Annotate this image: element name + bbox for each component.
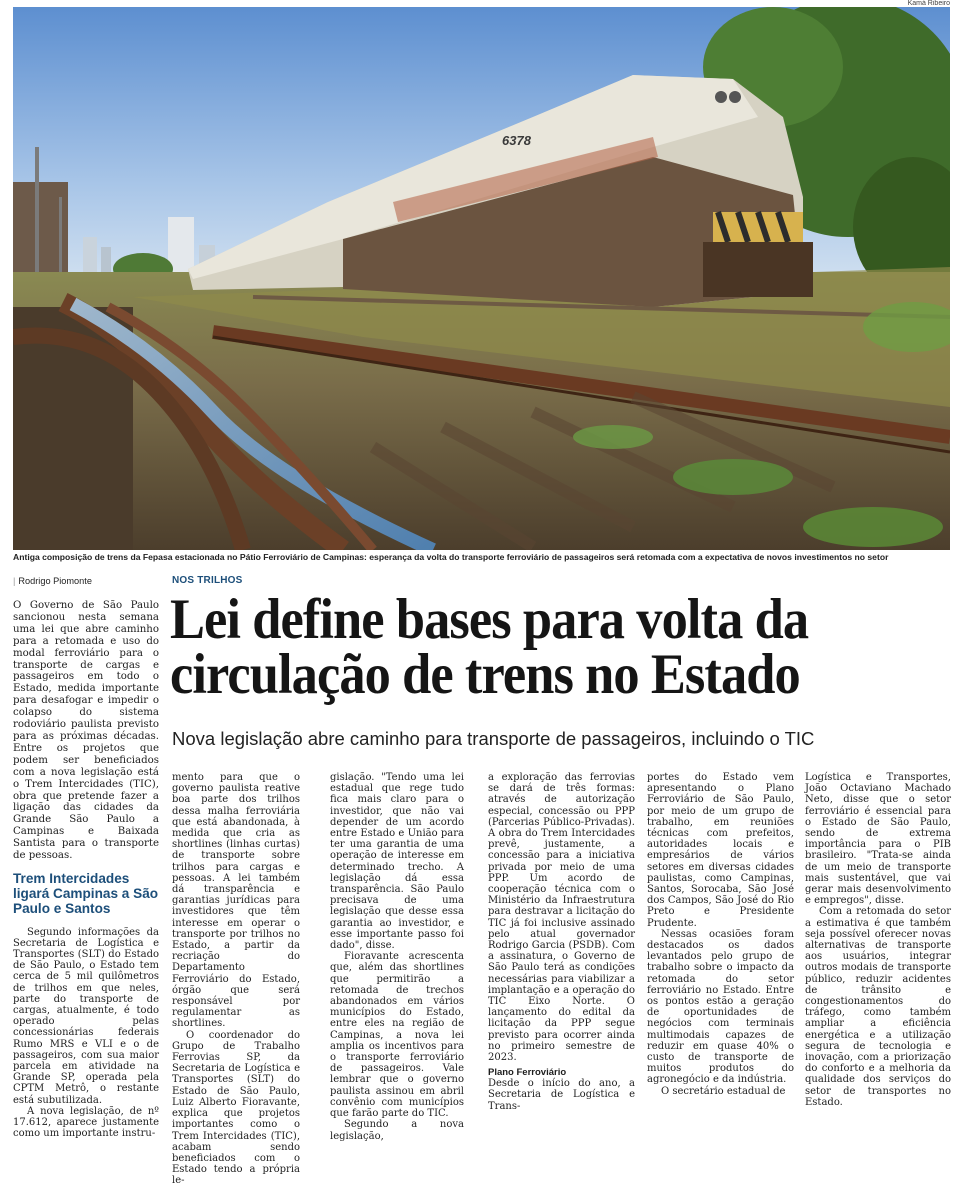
subheadline: Nova legislação abre caminho para transporte de passageiros, incluindo o TIC: [172, 728, 815, 749]
column-1: [13, 600, 159, 1139]
paragraph: a exploração das ferrovias se dará de três formas: através de autorização especial, concessão ou PPP (Parcerias Público-Privadas). A obra do Trem Intercidades prevê, justamente, a concessão para a iniciativa privada por meio de uma PPP. Um acordo de cooperação técnica com o Ministério da Infraestrutura para destravar a licitação do TIC já foi inclusive assinado pelo atual governador Rodrigo Garcia (PSDB). Com a assinatura, o Governo de São Paulo terá as condições necessárias para viabilizar a implantação e a operação do TIC Eixo Norte. O lançamento do edital da licitação da PPP segue previsto para ocorrer ainda no primeiro semestre de 2023.: [488, 772, 635, 1064]
headline: [170, 588, 888, 706]
byline-marker: |: [13, 576, 16, 586]
column-5: [647, 772, 794, 1097]
section-heading: Plano Ferroviário: [488, 1067, 567, 1079]
byline: [13, 576, 92, 586]
intro-paragraph: O Governo de São Paulo sancionou nesta semana uma lei que abre caminho para a retomada e uso do modal ferroviário para o transporte de cargas e passageiros em todo o Estado, medida importante para desafogar e impedir o colapso do sistema rodoviário paulista previsto para as próximas décadas. Entre os projetos que podem ser beneficiados com a nova legislação está o Trem Intercidades (TIC), obra que pretende fazer a ligação das cidades da Grande São Paulo a Campinas e Baixada Santista para o transporte de pessoas.: [13, 600, 159, 862]
paragraph: portes do Estado vem apresentando o Plano Ferroviário de São Paulo, por meio de um grupo de trabalho, em reuniões técnicas com prefeitos, autoridades locais e empresários de vários setores em diversas cidades paulistas, como Campinas, Santos, Sorocaba, São José dos Campos, São José do Rio Preto e Presidente Prudente.: [647, 772, 794, 929]
column-2: [172, 772, 300, 1187]
paragraph: Segundo a nova legislação,: [330, 1119, 464, 1142]
paragraph: Nessas ocasiões foram destacados os dados levantados pelo grupo de trabalho sobre o impacto da retomada do setor ferroviário no Estado. Entre os pontos estão a geração de oportunidades de negócios com terminais multimodais capazes de reduzir em quase 40% o custo de transporte de muitos produtos do agronegócio e da indústria.: [647, 928, 794, 1086]
photo-caption: Antiga composição de trens da Fepasa estacionada no Pátio Ferroviário de Campinas: esperança da volta do transporte ferroviário de passageiros será retomada com a expectativa de novos investimentos no setor: [13, 552, 889, 562]
section-kicker: NOS TRILHOS: [172, 575, 243, 586]
paragraph: Logística e Transportes, João Octaviano Machado Neto, disse que o setor ferroviário é essencial para o Estado de São Paulo, sendo de extrema importância para o PIB brasileiro. "Trata-se ainda de um meio de transporte mais sustentável, que vai gerar mais desenvolvimento e empregos", disse.: [805, 772, 951, 907]
paragraph: mento para que o governo paulista reative boa parte dos trilhos dessa malha ferroviária que está abandonada, à medida que cria as shortlines (linhas curtas) de transporte sobre trilhos para cargas e pessoas. A lei também dá transparência e garantias jurídicas para investidores que têm interesse em operar o transporte por trilhos no Estado, a partir da recriação do Departamento Ferroviário do Estado, órgão que será responsável por regulamentar as shortlines.: [172, 772, 300, 1030]
intertitle: Trem Intercidades ligará Campinas a São Paulo e Santos: [13, 870, 159, 917]
article-photo: [13, 7, 950, 550]
paragraph: Desde o início do ano, a Secretaria de Logística e Trans-: [488, 1078, 635, 1112]
paragraph: A nova legislação, de nº 17.612, aparece justamente como um importante instru-: [13, 1105, 159, 1140]
paragraph: Segundo informações da Secretaria de Logística e Transportes (SLT) do Estado de São Paulo, o Estado tem cerca de 5 mil quilômetros de trilhos em que neles, parte do transporte de cargas, atualmente, é todo operado pelas concessionárias federais Rumo MRS e VLI e o de passageiros, com sua maior parcela em atividade na Grande SP, operada pela CPTM Metrô, o restante está subutilizada.: [13, 926, 159, 1106]
column-4: [488, 772, 635, 1112]
headline-line-1: Lei define bases para volta da: [170, 588, 809, 651]
column-3: [330, 772, 464, 1142]
byline-author: Rodrigo Piomonte: [18, 576, 92, 586]
paragraph: O coordenador do Grupo de Trabalho Ferrovias SP, da Secretaria de Logística e Transportes (SLT) do Estado de São Paulo, Luiz Alberto Fioravante, explica que projetos importantes como o Trem Intercidades (TIC), acabam sendo beneficiados com o Estado tendo a própria le-: [172, 1029, 300, 1187]
paragraph: Fioravante acrescenta que, além das shortlines que permitirão a retomada de trechos abandonados em vários municípios do Estado, entre eles na região de Campinas, a nova lei amplia os incentivos para o transporte ferroviário de passageiros. Vale lembrar que o governo paulista assinou em abril convênio com municípios que farão parte do TIC.: [330, 951, 464, 1120]
paragraph: O secretário estadual de: [661, 1085, 786, 1097]
paragraph: gislação. "Tendo uma lei estadual que rege tudo fica mais claro para o investidor, que não vai depender de um acordo entre Estado e União para ter uma garantia de uma operação de interesse em determinado trecho. A legislação dá essa transparência. São Paulo precisava de uma legislação que desse essa garantia ao investidor, e esse importante passo foi dado", disse.: [330, 772, 464, 952]
locomotive-number: 6378: [502, 133, 531, 148]
column-6: [805, 772, 951, 1108]
paragraph: Com a retomada do setor a estimativa é que também seja possível oferecer novas alternativas de transporte aos usuários, integrar outros modais de transporte público, reduzir acidentes de trânsito e congestionamentos do tráfego, como também ampliar a eficiência energética e a utilização segura de tecnologia e inovação, com a priorização do conforto e a melhoria da qualidade dos serviços do setor de transportes no Estado.: [805, 906, 951, 1108]
headline-line-2: circulação de trens no Estado: [170, 643, 800, 706]
photo-credit: Kamá Ribeiro: [907, 0, 950, 7]
